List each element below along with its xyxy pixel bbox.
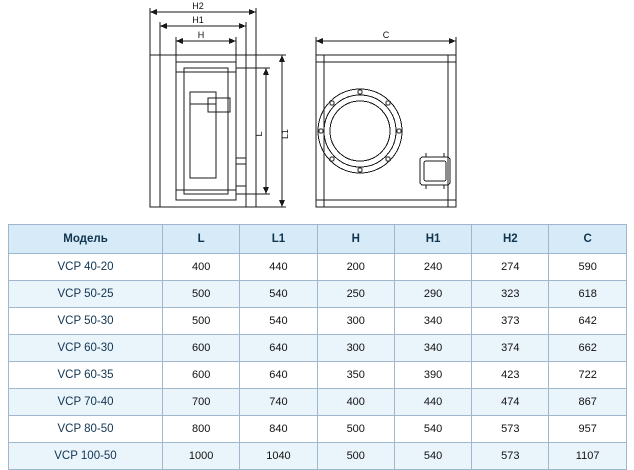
cell-l: 600 (163, 362, 240, 389)
cell-model: VCP 80-50 (9, 416, 163, 443)
technical-drawings (0, 0, 634, 222)
specifications-table (8, 224, 627, 470)
cell-h1: 340 (394, 308, 471, 335)
cell-h2: 573 (472, 416, 549, 443)
cell-l1: 540 (240, 281, 317, 308)
cell-h2: 474 (472, 389, 549, 416)
cell-l1: 640 (240, 362, 317, 389)
table-row (9, 362, 627, 389)
cell-l: 1000 (163, 443, 240, 470)
cell-h1: 540 (394, 443, 471, 470)
cell-l1: 440 (240, 254, 317, 281)
cell-c: 618 (549, 281, 626, 308)
cell-h: 500 (317, 443, 394, 470)
column-header-h: H (317, 225, 394, 254)
cell-l: 500 (163, 281, 240, 308)
cell-l1: 640 (240, 335, 317, 362)
column-header-c: C (549, 225, 626, 254)
cell-c: 642 (549, 308, 626, 335)
cell-model: VCP 60-30 (9, 335, 163, 362)
cell-h1: 540 (394, 416, 471, 443)
cell-h: 250 (317, 281, 394, 308)
dimension-label-h2: H2 (192, 1, 204, 11)
cell-h: 350 (317, 362, 394, 389)
front-view (316, 55, 456, 207)
cell-l: 400 (163, 254, 240, 281)
cell-l1: 740 (240, 389, 317, 416)
table-header-row (9, 225, 627, 254)
cell-c: 662 (549, 335, 626, 362)
cell-c: 590 (549, 254, 626, 281)
table-row (9, 281, 627, 308)
column-header-l1: L1 (240, 225, 317, 254)
column-header-model: Модель (9, 225, 163, 254)
dimension-label-h: H (197, 30, 205, 40)
cell-h2: 323 (472, 281, 549, 308)
cell-h1: 240 (394, 254, 471, 281)
column-header-h2: H2 (472, 225, 549, 254)
specifications-table-container (8, 224, 626, 470)
cell-h: 400 (317, 389, 394, 416)
cell-l: 600 (163, 335, 240, 362)
cell-h1: 340 (394, 335, 471, 362)
table-row (9, 254, 627, 281)
drawings-svg (0, 0, 634, 222)
dimension-label-l1: L1 (280, 128, 290, 140)
table-row (9, 416, 627, 443)
side-view (150, 55, 256, 207)
cell-h1: 390 (394, 362, 471, 389)
cell-model: VCP 40-20 (9, 254, 163, 281)
cell-h2: 274 (472, 254, 549, 281)
dimension-label-l: L (254, 131, 264, 137)
table-row (9, 443, 627, 470)
cell-l: 800 (163, 416, 240, 443)
cell-h2: 423 (472, 362, 549, 389)
cell-h2: 373 (472, 308, 549, 335)
column-header-l: L (163, 225, 240, 254)
cell-c: 867 (549, 389, 626, 416)
cell-h: 300 (317, 335, 394, 362)
cell-h: 200 (317, 254, 394, 281)
cell-h1: 440 (394, 389, 471, 416)
cell-l1: 540 (240, 308, 317, 335)
cell-model: VCP 100-50 (9, 443, 163, 470)
cell-h: 500 (317, 416, 394, 443)
table-row (9, 308, 627, 335)
table-row (9, 389, 627, 416)
side-view-dimensions (150, 8, 286, 207)
cell-model: VCP 50-30 (9, 308, 163, 335)
cell-h2: 374 (472, 335, 549, 362)
cell-model: VCP 60-35 (9, 362, 163, 389)
cell-l1: 1040 (240, 443, 317, 470)
cell-h2: 573 (472, 443, 549, 470)
cell-c: 957 (549, 416, 626, 443)
table-row (9, 335, 627, 362)
cell-c: 1107 (549, 443, 626, 470)
cell-l1: 840 (240, 416, 317, 443)
cell-h: 300 (317, 308, 394, 335)
cell-l: 700 (163, 389, 240, 416)
cell-model: VCP 50-25 (9, 281, 163, 308)
cell-model: VCP 70-40 (9, 389, 163, 416)
dimension-label-h1: H1 (192, 15, 204, 25)
dimension-label-c: C (382, 30, 390, 40)
cell-l: 500 (163, 308, 240, 335)
cell-h1: 290 (394, 281, 471, 308)
column-header-h1: H1 (394, 225, 471, 254)
cell-c: 722 (549, 362, 626, 389)
